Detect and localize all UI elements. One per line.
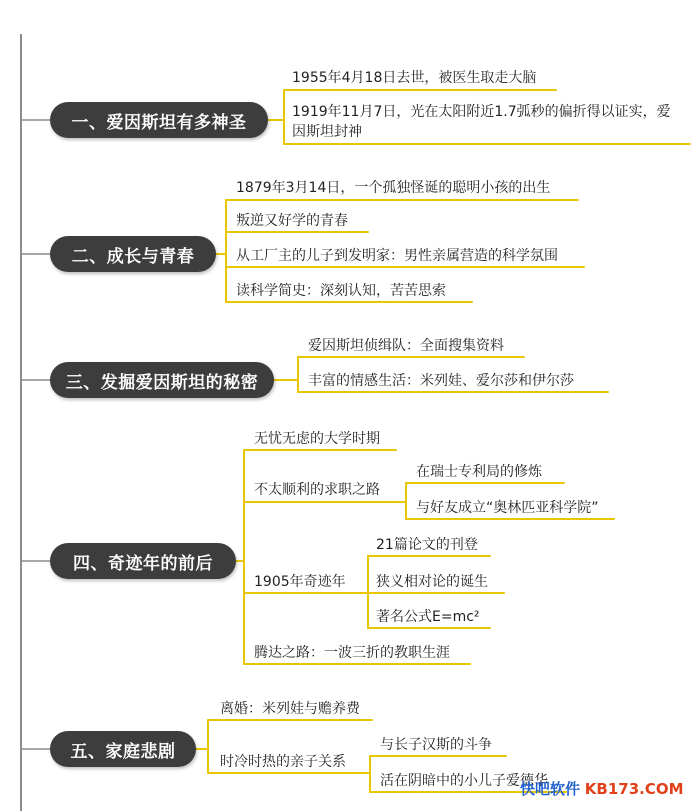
s2-node-1[interactable]: 1879年3月14日，一个孤独怪诞的聪明小孩的出生 [236, 180, 551, 196]
section-2-title[interactable]: 二、成长与青春 [50, 236, 216, 272]
s5-node-1[interactable]: 离婚：米列娃与赡养费 [220, 701, 360, 717]
s4-node-2-2[interactable]: 与好友成立“奥林匹亚科学院” [416, 500, 599, 516]
watermark-text-2: KB173.COM [584, 780, 684, 798]
s5-node-2-1[interactable]: 与长子汉斯的斗争 [380, 737, 492, 753]
s4-node-1[interactable]: 无忧无虑的大学时期 [254, 431, 380, 447]
s1-node-1[interactable]: 1955年4月18日去世，被医生取走大脑 [292, 70, 537, 86]
watermark-text-1: 快吧软件 [520, 780, 581, 798]
watermark [520, 778, 684, 799]
s4-node-3-2[interactable]: 狭义相对论的诞生 [376, 574, 488, 590]
s5-node-2-2[interactable]: 活在阴暗中的小儿子爱德华 [380, 773, 548, 789]
section-1-title[interactable]: 一、爱因斯坦有多神圣 [50, 102, 268, 138]
s3-node-2[interactable]: 丰富的情感生活：米列娃、爱尔莎和伊尔莎 [308, 373, 574, 389]
s4-node-3[interactable]: 1905年奇迹年 [254, 574, 346, 590]
section-4-title[interactable]: 四、奇迹年的前后 [50, 543, 236, 579]
s1-node-2[interactable]: 1919年11月7日，光在太阳附近1.7弧秒的偏折得以证实，爱因斯坦封神 [292, 104, 671, 140]
s5-node-2[interactable]: 时冷时热的亲子关系 [220, 754, 346, 770]
s4-node-4[interactable]: 腾达之路：一波三折的教职生涯 [254, 645, 450, 661]
s4-node-2-1[interactable]: 在瑞士专利局的修炼 [416, 464, 542, 480]
s2-node-2[interactable]: 叛逆又好学的青春 [236, 213, 348, 229]
section-5-title[interactable]: 五、家庭悲剧 [50, 731, 196, 767]
s3-node-1[interactable]: 爱因斯坦侦缉队：全面搜集资料 [308, 338, 504, 354]
section-3-title[interactable]: 三、发掘爱因斯坦的秘密 [50, 362, 274, 398]
s2-node-4[interactable]: 读科学简史：深刻认知，苦苦思索 [236, 283, 446, 299]
s4-node-2[interactable]: 不太顺利的求职之路 [254, 482, 380, 498]
s2-node-3[interactable]: 从工厂主的儿子到发明家：男性亲属营造的科学氛围 [236, 248, 558, 264]
s4-node-3-1[interactable]: 21篇论文的刊登 [376, 537, 478, 553]
s4-node-3-3[interactable]: 著名公式E=mc² [376, 609, 480, 625]
